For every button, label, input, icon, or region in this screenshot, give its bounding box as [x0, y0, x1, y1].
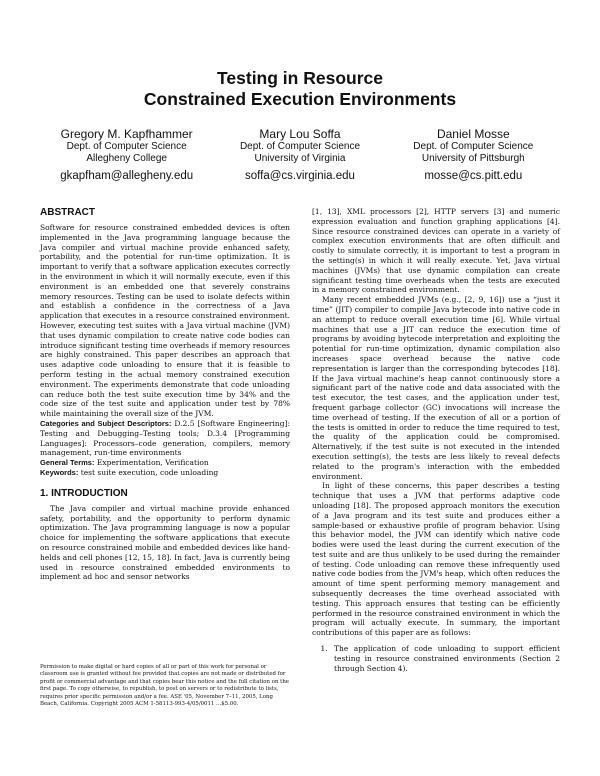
author-email: soffa@cs.virginia.edu	[245, 170, 355, 182]
copyright-footnote: Permission to make digital or hard copies of all or part of this work for personal or classroom use is granted without fee provided that copies are not made or distributed for profit or commercial advantage and that copies bear this notice and the full citation on the first page. To copy otherwise, to republish, to post on servers or to redistribute to lists, requires prior specific permission and/or a fee. ASE '05, November 7–11, 2005, Long Beach, California. Copyright 2005 ACM 1-58113-993-4/05/0011 ...$5.00.	[40, 664, 289, 708]
author-email: gkapfham@allegheny.edu	[60, 170, 194, 182]
approach-paragraph: In light of these concerns, this paper describes a testing technique that uses a JVM that performs adaptive code unloading [18]. The proposed approach monitors the execution of a Java program and its test suite and produces either a sample-based or exhaustive profile of program behavior. Using this behavior model, the JVM can identify which native code bodies were used the least during the current execution of the test suite and are thus unlikely to be used during the remainder of testing. Code unloading can remove these infrequently used native code bodies from the JVM's heap, which often reduces the amount of time spent performing memory management and subsequently decreases the time overhead associated with testing. This approach ensures that testing can be efficiently performed in the resource constrained environment in which the program will actually execute. In summary, the important contributions of this paper are as follows:	[312, 481, 560, 638]
introduction-heading: 1. INTRODUCTION	[40, 487, 128, 499]
abstract-heading: ABSTRACT	[40, 207, 95, 218]
paper-title	[0, 68, 600, 110]
jit-paragraph: Many recent embedded JVMs (e.g., [2, 9, 16]) use a “just it time” (JIT) compiler to compile Java bytecode into native code in an attempt to reduce overall execution time [6]. While virtual machines that use a JIT can reduce the execution time of programs by avoiding bytecode interpretation and exploiting the potential for run-time optimization, dynamic compilation also increases space overhead because the native code representation is larger than the corresponding bytecodes [18]. If the Java virtual machine's heap cannot continuously store a significant part of the native code and data associated with the test executor, the test cases, and the application under test, frequent garbage collector (GC) invocations will increase the time overhead of testing. If the execution of all or a portion of the tests is omitted in order to reduce the time required to test, the quality of the application could be compromised. Alternatively, if the test suite is not executed in the intended execution setting(s), the tests are less likely to reveal defects related to the program's interaction with the embedded environment.	[312, 295, 560, 481]
contribution-item: 1. The application of code unloading to support efficient testing in resource constrained environments (Section 2 through Section 4).	[330, 644, 560, 673]
author-inst: University of Pittsburgh	[421, 152, 525, 164]
author-dept: Dept. of Computer Science	[413, 141, 534, 152]
keywords-label: Keywords:	[40, 467, 79, 477]
author-inst: University of Virginia	[254, 152, 346, 164]
author-inst: Allegheny College	[86, 152, 167, 164]
author-1	[40, 127, 213, 183]
general-terms	[40, 458, 290, 468]
author-3	[387, 127, 560, 183]
keywords-text: test suite execution, code unloading	[80, 467, 219, 477]
author-dept: Dept. of Computer Science	[66, 141, 187, 152]
author-block	[40, 127, 560, 183]
title-line-1: Testing in Resource	[217, 68, 383, 88]
left-column	[40, 207, 290, 582]
author-name: Gregory M. Kapfhammer	[60, 127, 193, 141]
terms-label: General Terms:	[40, 458, 95, 468]
categories	[40, 419, 290, 458]
author-email: mosse@cs.pitt.edu	[424, 170, 523, 182]
intro-paragraph: The Java compiler and virtual machine provide enhanced safety, portability, and the opportunity to perform dynamic optimization. The Java programming language is now a popular choice for implementing the software applications that execute on resource constrained mobile and embedded devices like hand-helds and cell phones [12, 15, 18]. In fact, Java is currently being used in resource constrained embedded environments to implement ad hoc and sensor networks	[40, 503, 290, 582]
intro-continued: [1, 13], XML processors [2], HTTP servers [3] and numeric expression evaluation and function graphing applications [4]. Since resource constrained devices can operate in a variety of complex execution environments that are often difficult and costly to simulate correctly, it is important to test a program in the setting(s) in which it will really execute. Yet, Java virtual machines (JVMs) that use dynamic compilation can create significant testing time overheads when the tests are executed in a memory constrained environment.	[312, 207, 560, 295]
keywords	[40, 468, 290, 478]
contributions-list	[312, 644, 560, 673]
author-2	[213, 127, 386, 183]
categories-text: D.2.5 [Software Engineering]: Testing and Debugging–Testing tools; D.3.4 [Programming Languages]: Processors–code generation, compilers, memory management, run-time environments	[40, 418, 290, 458]
author-name: Mary Lou Soffa	[259, 127, 341, 141]
right-column	[312, 207, 560, 673]
title-line-2: Constrained Execution Environments	[143, 89, 457, 109]
author-dept: Dept. of Computer Science	[239, 141, 361, 152]
author-name: Daniel Mosse	[436, 127, 510, 141]
terms-text: Experimentation, Verification	[96, 458, 209, 468]
abstract-text: Software for resource constrained embedded devices is often implemented in the Java programming language because the Java compiler and virtual machine provide enhanced safety, portability, and the potential for run-time optimization. It is important to verify that a software application executes correctly in the environment in which it will normally execute, even if this environment is an embedded one that severely constrains memory resources. Testing can be used to isolate defects within and establish a confidence in the correctness of a Java application that executes in a resource constrained environment. However, executing test suites with a Java virtual machine (JVM) that uses dynamic compilation to create native code bodies can introduce significant testing time overheads if memory resources are highly constrained. This paper describes an approach that uses adaptive code unloading to ensure that it is feasible to perform testing in the actual memory constrained execution environment. The experiments demonstrate that code unloading can reduce both the test suite execution time by 34% and the code size of the test suite and application under test by 78% while maintaining the overall size of the JVM.	[40, 223, 290, 419]
categories-label: Categories and Subject Descriptors:	[40, 418, 172, 428]
